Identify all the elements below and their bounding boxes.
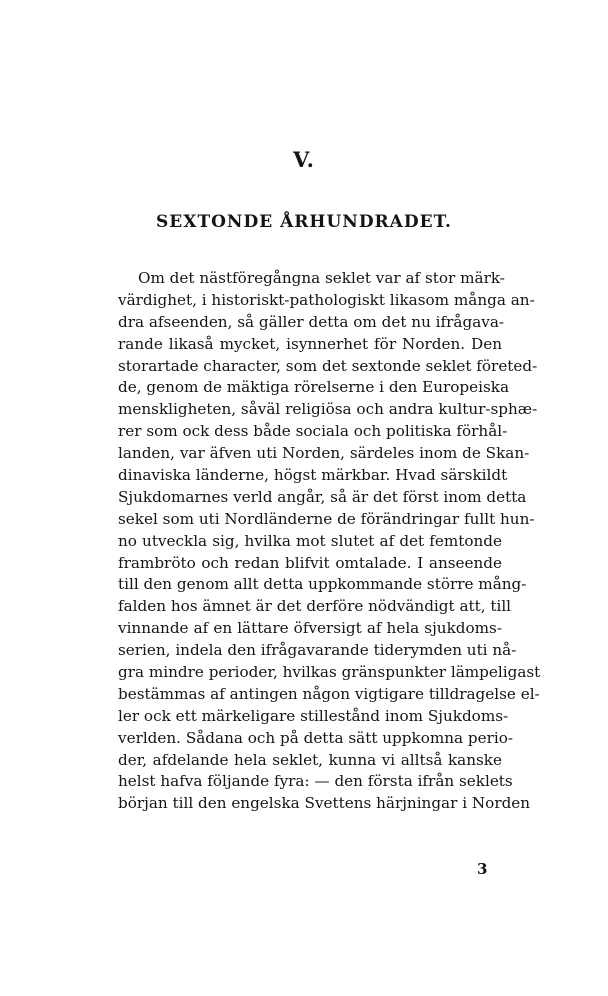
body-paragraph xyxy=(118,268,541,815)
text-line: bestämmas af antingen någon vigtigare tilldragelse el- xyxy=(118,684,540,703)
text-line: till den genom allt detta uppkommande större mång- xyxy=(118,575,527,594)
text-line: falden hos ämnet är det derföre nödvändigt att, till xyxy=(118,597,512,616)
text-line: verlden. Sådana och på detta sätt uppkomna perio- xyxy=(118,728,514,747)
text-line: de, genom de mäktiga rörelserne i den Europeiska xyxy=(118,378,510,397)
text-line: helst hafva följande fyra: — den första ifrån seklets xyxy=(118,772,513,791)
text-line: Sjukdomarnes verld angår, så är det först inom detta xyxy=(118,487,527,506)
text-line: storartade character, som det sextonde seklet företed- xyxy=(118,356,538,375)
text-line: dinaviska länderne, högst märkbar. Hvad särskildt xyxy=(118,466,508,485)
text-line: sekel som uti Nordländerne de förändringar fullt hun- xyxy=(118,509,535,528)
text-line: serien, indela den ifrågavarande tiderymden uti nå- xyxy=(118,641,517,660)
text-line: början till den engelska Svettens härjningar i Norden xyxy=(118,794,531,813)
text-line: no utveckla sig, hvilka mot slutet af det femtonde xyxy=(118,531,502,550)
chapter-title: SEXTONDE ÅRHUNDRADET. xyxy=(156,212,452,232)
text-line: der, afdelande hela seklet, kunna vi alltså kanske xyxy=(118,750,502,769)
text-line: landen, var äfven uti Norden, särdeles inom de Skan- xyxy=(118,444,530,463)
text-line: Om det nästföregångna seklet var af stor märk- xyxy=(138,269,505,287)
text-line: ler ock ett märkeligare stillestånd inom Sjukdoms- xyxy=(118,706,509,725)
text-line: gra mindre perioder, hvilkas gränspunkter lämpeligast xyxy=(118,663,541,682)
text-line: värdighet, i historiskt-pathologiskt likasom många an- xyxy=(118,290,535,309)
text-line: rer som ock dess både sociala och politiska förhål- xyxy=(118,422,508,441)
page-number: 3 xyxy=(477,860,488,878)
chapter-number: V. xyxy=(293,147,315,172)
text-line: dra afseenden, så gäller detta om det nu ifrågava- xyxy=(118,312,505,331)
text-line: rande likaså mycket, isynnerhet för Norden. Den xyxy=(118,334,502,353)
text-line: frambröto och redan blifvit omtalade. I anseende xyxy=(118,553,502,572)
text-line: vinnande af en lättare öfversigt af hela sjukdoms- xyxy=(118,619,502,638)
text-line: menskligheten, såväl religiösa och andra kultur-sphæ- xyxy=(118,400,538,419)
